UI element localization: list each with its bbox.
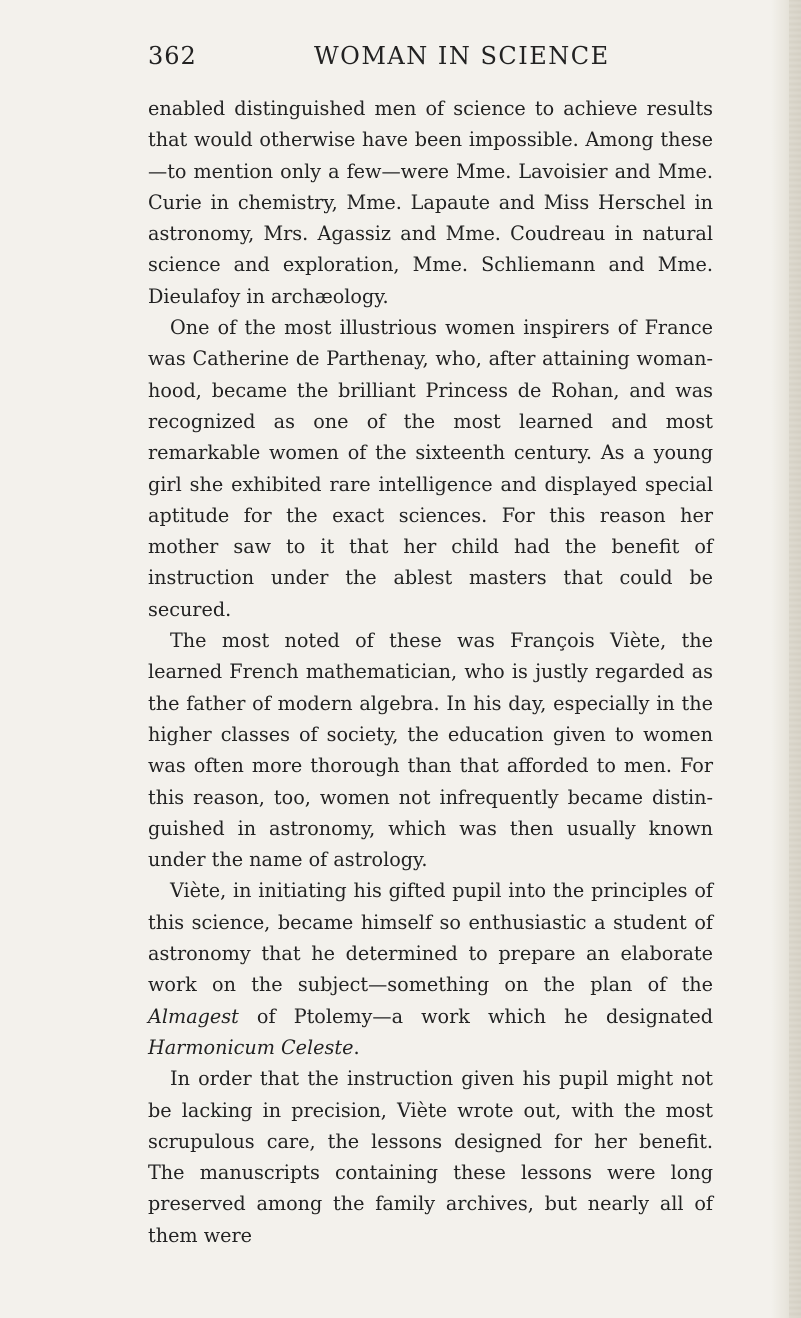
- title-almagest: Almagest: [148, 1004, 239, 1028]
- paragraph-3: The most noted of these was François Viète, the learned French mathematician, who is justly regarded as the father of modern algebra. In his day, especially in the higher classes of society, the education given to women was often more thorough than that afforded to men. For this reason, too, women not infrequently became distinguished in astronomy, which was then usually known under the name of astrology.: [148, 629, 713, 872]
- paragraph-5: In order that the instruction given his pupil might not be lacking in precision, Viète wrote out, with the most scrupulous care, the lessons designed for her benefit. The manuscripts containing these lessons were long preserved among the family archives, but nearly all of them were: [148, 1067, 713, 1247]
- running-title: WOMAN IN SCIENCE: [314, 42, 610, 70]
- paragraph-2: One of the most illustrious women inspirers of France was Catherine de Parthenay, who, after attaining womanhood, became the brilliant Princess de Rohan, and was recognized as one of the most learned and most remarkable women of the sixteenth century. As a young girl she exhibited rare intelligence and displayed special aptitude for the exact sciences. For this reason her mother saw to it that her child had the benefit of instruction under the ablest masters that could be secured.: [148, 316, 713, 621]
- page-number: 362: [148, 42, 197, 70]
- title-harmonicum-celeste: Harmonicum Celeste: [148, 1035, 354, 1059]
- paragraph-1: enabled distinguished men of science to achieve results that would otherwise have been impossible. Among these—to mention only a few—were Mme. Lavoisier and Mme. Curie in chemistry, Mme. Lapaute and Miss Herschel in astronomy, Mrs. Agassiz and Mme. Coudreau in natural science and exploration, Mme. Schliemann and Mme. Dieulafoy in archæology.: [148, 97, 713, 308]
- page-header: [148, 42, 708, 82]
- paragraph-4-text-a: Viète, in initiating his gifted pupil into the principles of this science, became himself so enthusiastic a student of astronomy that he determined to prepare an elaborate work on the subject—something on the plan of the: [148, 879, 713, 997]
- body-text: [148, 93, 713, 1251]
- paragraph-4-text-c: .: [353, 1035, 360, 1059]
- page-edge-shadow: [771, 0, 801, 1318]
- paragraph-4: [148, 875, 713, 1063]
- paragraph-4-text-b: of Ptolemy—a work which he designated: [238, 1004, 713, 1028]
